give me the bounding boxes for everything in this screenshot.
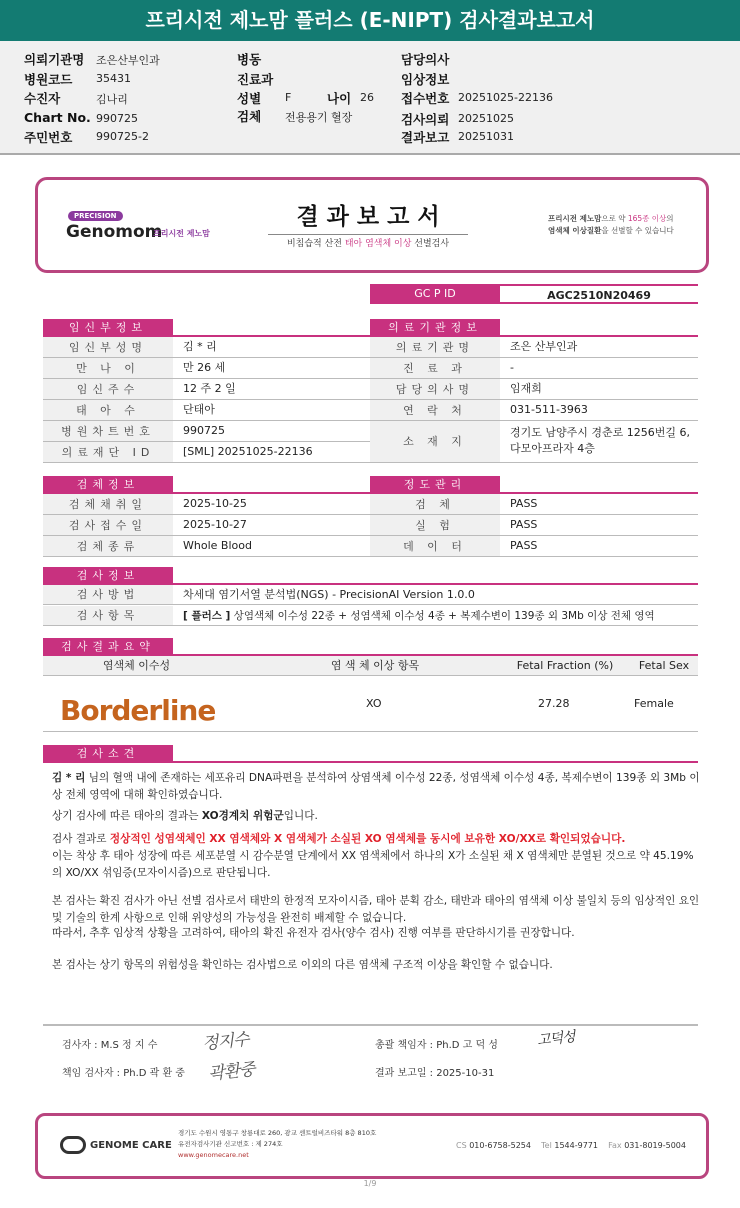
label: 담당의사 [401, 52, 450, 67]
gcpid-label: GC P ID [370, 284, 500, 304]
summary-column-header: 염색체 이수성 [43, 656, 230, 676]
row-value: 단태아 [173, 400, 370, 421]
label: 의뢰기관명 [24, 52, 85, 67]
value: 26 [360, 91, 374, 104]
director-signature: 고덕성 [536, 1029, 576, 1049]
summary-column-header: 염 색 체 이상 항목 [230, 656, 520, 676]
row-label: 만 나 이 [43, 358, 173, 379]
value: 990725 [96, 112, 138, 125]
summary-column-header: Fetal Fraction (%) [500, 656, 630, 676]
label: 접수번호 [401, 91, 450, 106]
row-value: PASS [500, 494, 698, 515]
brand-kr: 프리시전 제노맘 [153, 229, 210, 238]
label: 검사의뢰 [401, 112, 450, 127]
disclaimer: 본 검사는 확진 검사가 아닌 선별 검사로서 태반의 한정적 모자이시즘, 태아 분획 감소, 태반과 태아의 염색체 이상 불일치 등의 임상적인 요인 및 기술의 한계 사항으로 인해 위양성의 가능성을 완전히 배제할 수 없습니다. [52, 895, 700, 924]
result-status: Borderline [60, 694, 216, 727]
row-label: 검사방법 [43, 585, 173, 605]
address: 경기도 수원시 영통구 창룡대로 260, 광교 센트럴비즈타워 8층 810호 [178, 1129, 377, 1137]
row-label: 의료기관명 [370, 337, 500, 358]
footer-brand: GENOME CARE [90, 1140, 172, 1151]
label: 진료과 [237, 72, 274, 87]
summary-header: 검사결과요약 [43, 638, 173, 656]
pregnant-info-header: 임신부정보 [43, 319, 173, 337]
precision-badge: PRECISION [68, 211, 123, 221]
findings-header: 검사소견 [43, 745, 173, 763]
value: 전용용기 혈장 [285, 111, 353, 124]
value: 조은산부인과 [96, 54, 160, 67]
row-label: 담당의사명 [370, 379, 500, 400]
institution-info-header: 의료기관정보 [370, 319, 500, 337]
section-rule [173, 761, 698, 763]
label: 병원코드 [24, 72, 73, 87]
row-value: PASS [500, 536, 698, 557]
label: 수진자 [24, 91, 61, 106]
license: 유전자검사기관 신고번호 : 제 274호 [178, 1140, 283, 1148]
row-label: 의료재단 ID [43, 442, 173, 463]
row-value: 김 * 리 [173, 337, 370, 358]
row-value: 경기도 남양주시 경춘로 1256번길 6, 다모아프라자 4층 [500, 421, 698, 463]
website-link[interactable]: www.genomecare.net [178, 1151, 249, 1159]
tester: 검사자 : M.S 정 지 수 [62, 1040, 158, 1051]
header-tagline: 프리시전 제노맘으로 약 165종 이상의 염색체 이상질환을 선별할 수 있습니다 [548, 214, 674, 235]
document-title: 결 과 보 고 서 [268, 198, 468, 235]
divider [43, 1024, 698, 1026]
limitation: 본 검사는 상기 항목의 위험성을 확인하는 검사법으로 이외의 다른 염색체 구조적 이상을 확인할 수 없습니다. [52, 959, 553, 971]
label: 결과보고 [401, 130, 450, 145]
row-label: 임신부성명 [43, 337, 173, 358]
row-value: Whole Blood [173, 536, 370, 557]
patient-info-panel [0, 41, 740, 155]
label: 검체 [237, 109, 262, 124]
row-value: 차세대 염기서열 분석법(NGS) - PrecisionAI Version 1.0.0 [173, 585, 698, 605]
row-value: - [500, 358, 698, 379]
label: Chart No. [24, 110, 91, 125]
row-value: 임재희 [500, 379, 698, 400]
gcpid-value: AGC2510N20469 [500, 284, 698, 304]
label: 주민번호 [24, 130, 73, 145]
row-label: 실 험 [370, 515, 500, 536]
row-label: 태 아 수 [43, 400, 173, 421]
fetal-sex: Female [634, 697, 674, 710]
quality-control-header: 정도관리 [370, 476, 500, 494]
director: 총괄 책임자 : Ph.D 고 덕 성 [375, 1040, 498, 1051]
label: 나이 [327, 91, 352, 106]
row-value: 12 주 2 일 [173, 379, 370, 400]
row-value: PASS [500, 515, 698, 536]
label: 병동 [237, 52, 262, 67]
row-label: 연 락 처 [370, 400, 500, 421]
fetal-fraction: 27.28 [538, 697, 570, 710]
row-label: 검사항목 [43, 606, 173, 626]
row-label: 검체종류 [43, 536, 173, 557]
value: F [285, 91, 292, 104]
value: 35431 [96, 72, 131, 85]
footer-box: GENOME CARE 경기도 수원시 영통구 창룡대로 260, 광교 센트럴비즈타워 8층 810호 유전자검사기관 신고번호 : 제 274호 www.genomecare.net CS 010-6758-5254 Tel 1544-9771 Fax 031-8019-5004 [35, 1113, 709, 1179]
value: 20251031 [458, 130, 514, 143]
value: 990725-2 [96, 130, 149, 143]
row-label: 검 체 [370, 494, 500, 515]
row-value: 만 26 세 [173, 358, 370, 379]
row-value: [SML] 20251025-22136 [173, 442, 370, 463]
abnormal-item: XO [366, 697, 382, 710]
page-number: 1/9 [363, 1179, 377, 1188]
value: 20251025-22136 [458, 91, 553, 104]
report-header-box [35, 177, 709, 273]
value: 김나리 [96, 93, 128, 106]
report-date: 결과 보고일 : 2025-10-31 [375, 1068, 495, 1079]
row-value: 조은 산부인과 [500, 337, 698, 358]
row-label: 검체채취일 [43, 494, 173, 515]
row-label: 검사접수일 [43, 515, 173, 536]
row-value: 2025-10-25 [173, 494, 370, 515]
row-label: 진 료 과 [370, 358, 500, 379]
row-value: 990725 [173, 421, 370, 442]
row-label: 데 이 터 [370, 536, 500, 557]
chief-tester-signature: 곽환중 [207, 1059, 256, 1085]
chief-tester: 책임 검사자 : Ph.D 곽 환 중 [62, 1068, 185, 1079]
row-value: 2025-10-27 [173, 515, 370, 536]
genome-care-logo-icon [60, 1136, 86, 1154]
subtitle: 비침습적 산전 태아 염색체 이상 선별검사 [286, 239, 450, 249]
row-label: 소 재 지 [370, 421, 500, 463]
specimen-info-header: 검체정보 [43, 476, 173, 494]
label: 임상정보 [401, 72, 450, 87]
label: 성별 [237, 91, 262, 106]
brand-logo: Genomom [66, 222, 163, 242]
test-info-header: 검사정보 [43, 567, 173, 585]
report-title: 프리시전 제노맘 플러스 (E-NIPT) 검사결과보고서 [0, 0, 740, 41]
tester-signature: 정지수 [201, 1029, 250, 1055]
row-label: 병원차트번호 [43, 421, 173, 442]
recommendation: 따라서, 추후 임상적 상황을 고려하여, 태아의 확진 유전자 검사(양수 검사) 진행 여부를 판단하시기를 권장합니다. [52, 927, 575, 939]
value: 20251025 [458, 112, 514, 125]
row-value: 031-511-3963 [500, 400, 698, 421]
summary-column-header: Fetal Sex [630, 656, 698, 676]
row-label: 임신주수 [43, 379, 173, 400]
